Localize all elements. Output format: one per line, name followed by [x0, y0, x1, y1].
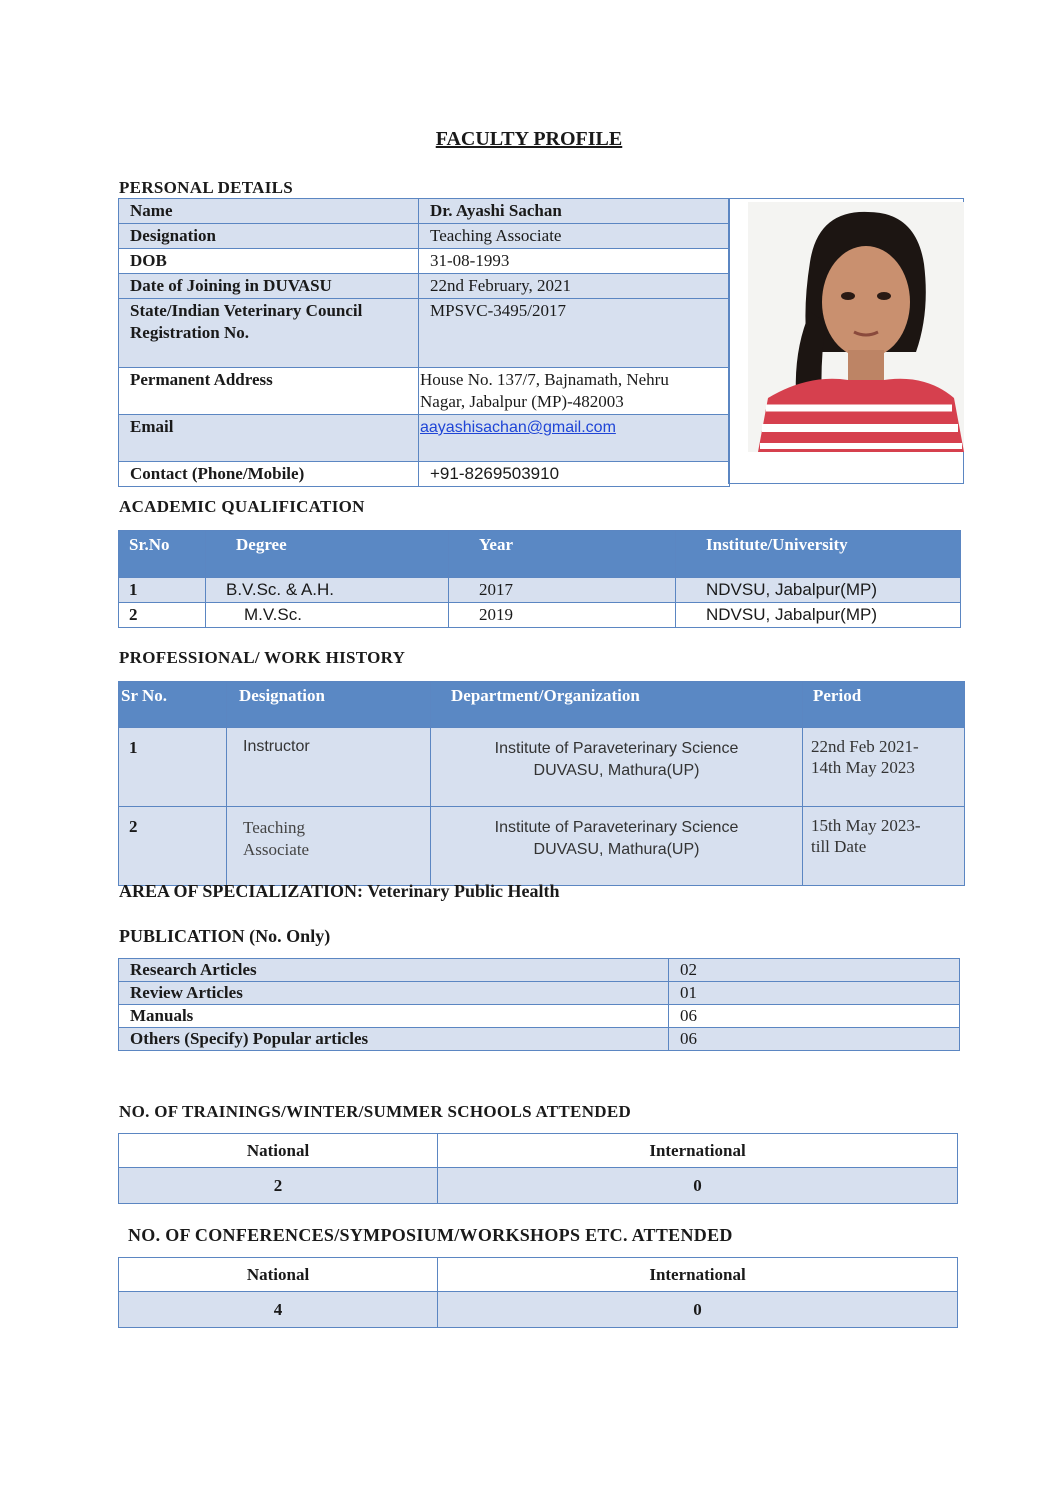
- conferences-table: [118, 1257, 958, 1328]
- publication-table: [118, 958, 960, 1051]
- work-header-designation: Designation: [227, 682, 431, 728]
- label-address: Permanent Address: [119, 368, 419, 415]
- org-line: Institute of Paraveterinary Science: [494, 819, 739, 836]
- publication-value: 06: [669, 1005, 960, 1028]
- value-contact: +91-8269503910: [419, 462, 730, 487]
- trainings-heading: NO. OF TRAININGS/WINTER/SUMMER SCHOOLS ATTENDED: [119, 1102, 632, 1121]
- profile-photo: [748, 202, 964, 452]
- org-line: DUVASU, Mathura(UP): [533, 841, 700, 858]
- conferences-header-international: International: [438, 1258, 958, 1292]
- publication-value: 01: [669, 982, 960, 1005]
- academic-header-srno: Sr.No: [119, 531, 206, 578]
- work-header-period: Period: [803, 682, 965, 728]
- trainings-header-international: International: [438, 1134, 958, 1168]
- academic-heading: ACADEMIC QUALIFICATION: [119, 497, 365, 516]
- label-designation: Designation: [119, 224, 419, 249]
- publication-label: Research Articles: [119, 959, 669, 982]
- table-row-cell: 1: [119, 728, 227, 807]
- specialization: AREA OF SPECIALIZATION: Veterinary Public Health: [119, 881, 560, 901]
- table-row-cell: 2: [119, 603, 206, 628]
- period-line: 14th May 2023: [811, 758, 915, 777]
- conferences-international-count: 0: [438, 1292, 958, 1328]
- table-row-cell: [803, 728, 965, 807]
- table-row-cell: 2019: [449, 603, 676, 628]
- label-joining-date: Date of Joining in DUVASU: [119, 274, 419, 299]
- value-designation: Teaching Associate: [419, 224, 730, 249]
- publication-label: Review Articles: [119, 982, 669, 1005]
- table-row-cell: M.V.Sc.: [206, 603, 449, 628]
- work-history-heading: PROFESSIONAL/ WORK HISTORY: [119, 648, 406, 667]
- table-row-cell: 2017: [449, 578, 676, 603]
- trainings-international-count: 0: [438, 1168, 958, 1204]
- publication-value: 02: [669, 959, 960, 982]
- value-joining-date: 22nd February, 2021: [419, 274, 730, 299]
- period-line: 22nd Feb 2021-: [811, 737, 919, 756]
- value-dob: 31-08-1993: [419, 249, 730, 274]
- email-link[interactable]: aayashisachan@gmail.com: [420, 419, 616, 436]
- period-line: till Date: [811, 837, 867, 856]
- table-row-cell: NDVSU, Jabalpur(MP): [676, 578, 961, 603]
- publication-label: Manuals: [119, 1005, 669, 1028]
- conferences-heading: NO. OF CONFERENCES/SYMPOSIUM/WORKSHOPS ETC. ATTENDED: [128, 1225, 733, 1245]
- work-history-table: [118, 681, 965, 886]
- table-row-cell: Teaching Associate: [227, 807, 431, 886]
- label-registration-no: State/Indian Veterinary Council Registration No.: [119, 299, 419, 368]
- table-row-cell: [431, 807, 803, 886]
- label-name: Name: [119, 199, 419, 224]
- personal-details-table: [118, 198, 730, 487]
- academic-header-institute: Institute/University: [676, 531, 961, 578]
- label-contact: Contact (Phone/Mobile): [119, 462, 419, 487]
- table-row-cell: [431, 728, 803, 807]
- table-row-cell: [803, 807, 965, 886]
- publication-heading: PUBLICATION (No. Only): [119, 926, 331, 946]
- org-line: DUVASU, Mathura(UP): [533, 762, 700, 779]
- work-header-srno: Sr No.: [119, 682, 227, 728]
- personal-details-heading: PERSONAL DETAILS: [119, 178, 294, 197]
- trainings-header-national: National: [119, 1134, 438, 1168]
- table-row-cell: 1: [119, 578, 206, 603]
- academic-header-year: Year: [449, 531, 676, 578]
- value-registration-no: MPSVC-3495/2017: [419, 299, 730, 368]
- org-line: Institute of Paraveterinary Science: [494, 740, 739, 757]
- table-row-cell: NDVSU, Jabalpur(MP): [676, 603, 961, 628]
- conferences-header-national: National: [119, 1258, 438, 1292]
- academic-table: [118, 530, 961, 628]
- value-name: Dr. Ayashi Sachan: [419, 199, 730, 224]
- work-header-organization: Department/Organization: [431, 682, 803, 728]
- conferences-national-count: 4: [119, 1292, 438, 1328]
- table-row-cell: 2: [119, 807, 227, 886]
- academic-header-degree: Degree: [206, 531, 449, 578]
- publication-label: Others (Specify) Popular articles: [119, 1028, 669, 1051]
- trainings-national-count: 2: [119, 1168, 438, 1204]
- table-row-cell: B.V.Sc. & A.H.: [206, 578, 449, 603]
- value-address: House No. 137/7, Bajnamath, Nehru Nagar, Jabalpur (MP)-482003: [419, 368, 730, 415]
- publication-value: 06: [669, 1028, 960, 1051]
- label-dob: DOB: [119, 249, 419, 274]
- page-title: FACULTY PROFILE: [435, 128, 623, 150]
- label-email: Email: [119, 415, 419, 462]
- period-line: 15th May 2023-: [811, 816, 921, 835]
- trainings-table: [118, 1133, 958, 1204]
- table-row-cell: Instructor: [227, 728, 431, 807]
